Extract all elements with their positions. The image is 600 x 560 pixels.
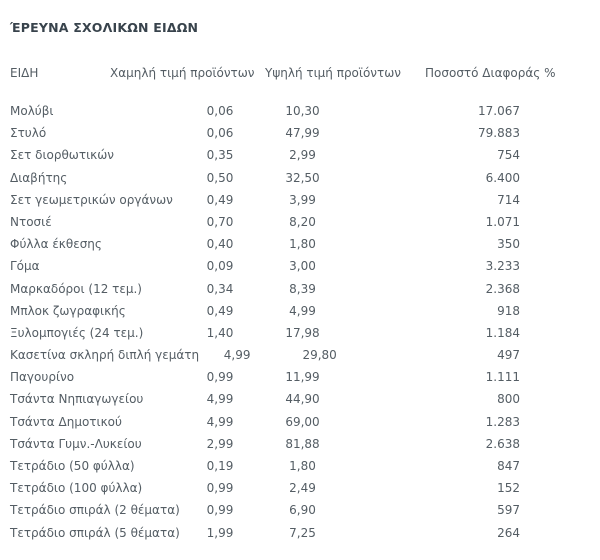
table-row (10, 344, 600, 366)
table-row (10, 167, 600, 189)
item-name: Τσάντα Δημοτικού (10, 414, 122, 429)
item-name: Μολύβι (10, 104, 54, 118)
high-price-value: 8,39 (289, 281, 316, 296)
item-name: Τετράδιο (100 φύλλα) (10, 481, 143, 496)
table-row (10, 322, 600, 344)
pct-difference-value: 1.071 (485, 214, 520, 229)
low-price-value: 0,06 (206, 104, 234, 118)
low-price-value: 0,40 (206, 237, 234, 252)
high-price-value: 3,99 (289, 192, 316, 207)
low-price-value: 0,34 (206, 281, 234, 296)
item-name: Τετράδιο σπιράλ (2 θέματα) (10, 503, 180, 518)
high-price-value: 69,00 (285, 414, 320, 429)
item-name: Τετράδιο (50 φύλλα) (10, 459, 135, 473)
pct-difference-value: 1.184 (485, 325, 520, 340)
low-price-value: 0,50 (206, 170, 234, 185)
low-price-value: 0,49 (206, 303, 234, 318)
low-price-value: 0,19 (206, 459, 234, 473)
table-row (10, 366, 600, 388)
item-name: Γόμα (10, 259, 40, 274)
pct-difference-value: 497 (497, 348, 520, 363)
pct-difference-value: 1.283 (485, 414, 520, 429)
low-price-value: 0,06 (206, 126, 234, 141)
item-name: Τσάντα Νηπιαγωγείου (10, 392, 144, 407)
pct-difference-value: 3.233 (485, 259, 520, 274)
high-price-value: 7,25 (289, 525, 316, 540)
table-row (10, 388, 600, 410)
column-header-pct-difference: Ποσοστό Διαφοράς % (425, 66, 556, 80)
low-price-value: 4,99 (223, 348, 251, 363)
low-price-value: 0,99 (206, 503, 234, 518)
high-price-value: 2,99 (289, 148, 316, 163)
high-price-value: 47,99 (285, 126, 320, 141)
table-row (10, 122, 600, 144)
page-title: ΈΡΕΥΝΑ ΣΧΟΛΙΚΩΝ ΕΙΔΩΝ (10, 20, 199, 35)
pct-difference-value: 918 (497, 303, 520, 318)
table-row (10, 100, 600, 122)
high-price-value: 32,50 (285, 170, 320, 185)
pct-difference-value: 6.400 (485, 170, 520, 185)
item-name: Διαβήτης (10, 170, 68, 185)
pct-difference-value: 714 (497, 192, 520, 207)
table-header-row (10, 66, 600, 81)
low-price-value: 0,35 (206, 148, 234, 163)
low-price-value: 4,99 (206, 392, 234, 407)
high-price-value: 4,99 (289, 303, 316, 318)
high-price-value: 6,90 (289, 503, 316, 518)
table-row (10, 522, 600, 544)
table-row (10, 255, 600, 277)
table-row (10, 189, 600, 211)
high-price-value: 1,80 (289, 459, 316, 473)
item-name: Σετ διορθωτικών (10, 148, 114, 163)
item-name: Ντοσιέ (10, 214, 52, 229)
low-price-value: 1,99 (206, 525, 234, 540)
low-price-value: 4,99 (206, 414, 234, 429)
high-price-value: 2,49 (289, 481, 316, 496)
pct-difference-value: 264 (497, 525, 520, 540)
low-price-value: 0,09 (206, 259, 234, 274)
item-name: Μπλοκ ζωγραφικής (10, 303, 126, 318)
high-price-value: 17,98 (285, 325, 320, 340)
item-name: Σετ γεωμετρικών οργάνων (10, 192, 173, 207)
table-row (10, 433, 600, 455)
item-name: Μαρκαδόροι (12 τεμ.) (10, 281, 142, 296)
table-row (10, 278, 600, 300)
pct-difference-value: 350 (497, 237, 520, 252)
low-price-value: 0,99 (206, 370, 234, 385)
table-row (10, 455, 600, 477)
low-price-value: 0,70 (206, 214, 234, 229)
low-price-value: 0,99 (206, 481, 234, 496)
high-price-value: 1,80 (289, 237, 316, 252)
table-row (10, 300, 600, 322)
table-body (10, 100, 600, 544)
item-name: Τετράδιο σπιράλ (5 θέματα) (10, 525, 180, 540)
low-price-value: 2,99 (206, 436, 234, 451)
pct-difference-value: 754 (497, 148, 520, 163)
table-row (10, 233, 600, 255)
item-name: Τσάντα Γυμν.-Λυκείου (10, 436, 142, 451)
pct-difference-value: 2.638 (485, 436, 520, 451)
table-row (10, 144, 600, 166)
item-name: Φύλλα έκθεσης (10, 237, 102, 252)
high-price-value: 3,00 (289, 259, 316, 274)
pct-difference-value: 79.883 (478, 126, 520, 141)
low-price-value: 0,49 (206, 192, 234, 207)
table-row (10, 499, 600, 521)
item-name: Παγουρίνο (10, 370, 75, 385)
pct-difference-value: 800 (497, 392, 520, 407)
table-row (10, 411, 600, 433)
high-price-value: 44,90 (285, 392, 320, 407)
item-name: Ξυλομπογιές (24 τεμ.) (10, 325, 144, 340)
table-row (10, 477, 600, 499)
column-header-high-price: Υψηλή τιμή προϊόντων (265, 66, 401, 80)
pct-difference-value: 597 (497, 503, 520, 518)
high-price-value: 10,30 (285, 104, 320, 118)
high-price-value: 11,99 (285, 370, 320, 385)
high-price-value: 8,20 (289, 214, 316, 229)
column-header-low-price: Χαμηλή τιμή προϊόντων (110, 66, 255, 80)
table-row (10, 211, 600, 233)
high-price-value: 29,80 (302, 348, 337, 363)
high-price-value: 81,88 (285, 436, 320, 451)
pct-difference-value: 1.111 (485, 370, 520, 385)
pct-difference-value: 152 (497, 481, 520, 496)
pct-difference-value: 2.368 (485, 281, 520, 296)
item-name: Κασετίνα σκληρή διπλή γεμάτη (10, 348, 200, 363)
item-name: Στυλό (10, 126, 47, 141)
pct-difference-value: 17.067 (478, 104, 520, 118)
low-price-value: 1,40 (206, 325, 234, 340)
column-header-items: ΕΙΔΗ (10, 66, 39, 80)
pct-difference-value: 847 (497, 459, 520, 473)
